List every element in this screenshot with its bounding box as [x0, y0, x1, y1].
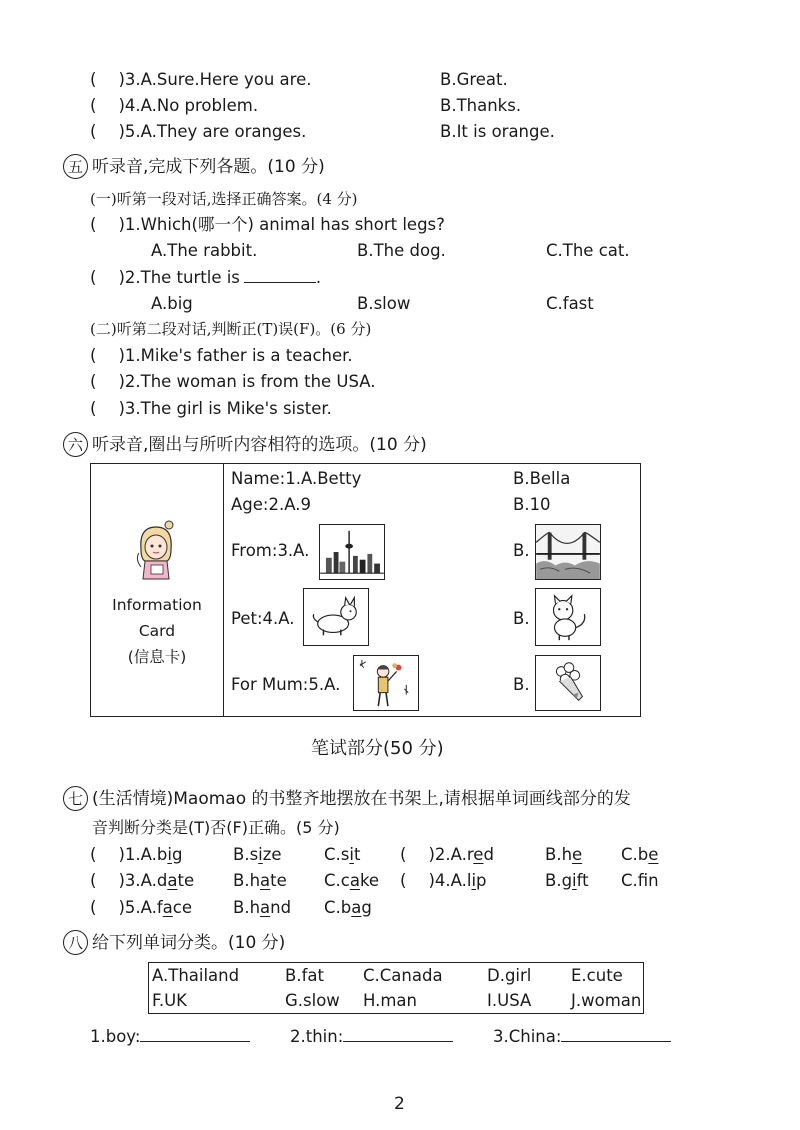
question-text: )3.A.Sure.Here you are. [118, 70, 312, 89]
underlined-letter: a [260, 898, 271, 917]
pet-option-a: Pet:4.A. [231, 609, 295, 628]
word-end: ke [359, 871, 380, 890]
part-1-title: (一)听第一段对话,选择正确答案。(4 分) [90, 190, 358, 208]
from-option-b: B. [513, 541, 530, 560]
category-label: 2.thin: [290, 1027, 344, 1046]
question-text: )1.Which(哪一个) animal has short legs? [118, 215, 445, 234]
underlined-letter: a [351, 898, 362, 917]
word-stem: C.b [621, 845, 649, 864]
question-3-row [90, 70, 311, 90]
section-6-heading [63, 432, 427, 457]
phonics-q2-b [545, 845, 582, 865]
underlined-letter: i [258, 845, 263, 864]
phonics-q5-b [233, 898, 291, 918]
phonics-q1-c [324, 845, 360, 865]
word-item: E.cute [571, 966, 623, 985]
question-text: )3.The girl is Mike's sister. [118, 399, 332, 418]
word-bank [148, 962, 644, 1014]
word-item: J.woman [571, 991, 642, 1010]
section-number: 八 [63, 930, 88, 955]
underlined-letter: e [473, 845, 484, 864]
word-stem: )1.A.b [118, 845, 168, 864]
section-number: 七 [63, 786, 88, 811]
question-5-row [90, 122, 306, 142]
option-b: B.Thanks. [440, 96, 522, 115]
word-end: ce [172, 898, 193, 917]
word-end: g [171, 845, 183, 864]
word-item: F.UK [152, 991, 187, 1010]
question-text: )2.The turtle is [118, 268, 240, 287]
word-item: D.girl [487, 966, 532, 985]
section-5-heading [63, 154, 325, 179]
information-card-table [90, 463, 641, 717]
section-title-line-1: (生活情境)Maomao 的书整齐地摆放在书架上,请根据单词画线部分的发 [92, 788, 631, 809]
underlined-letter: i [471, 871, 477, 890]
category-label: 1.boy: [90, 1027, 141, 1046]
phonics-q5 [90, 898, 192, 918]
question-text: )2.The woman is from the USA. [118, 372, 376, 391]
age-option-b: B.10 [513, 495, 551, 514]
word-end: te [270, 871, 287, 890]
section-title: 听录音,圈出与所听内容相符的选项。(10 分) [92, 434, 427, 455]
answer-line[interactable] [140, 1025, 250, 1042]
written-part-heading: 笔试部分(50 分) [311, 738, 444, 759]
option-b: B.Great. [440, 70, 508, 89]
word-end: nd [270, 898, 292, 917]
word-item: A.Thailand [152, 966, 240, 985]
answer-paren: ( [90, 122, 97, 141]
mum-option-b: B. [513, 675, 530, 694]
mum-option-a: For Mum:5.A. [231, 675, 341, 694]
word-end: p [476, 871, 487, 890]
underlined-letter: i [349, 845, 354, 864]
answer-paren: ( [90, 96, 97, 115]
name-option-a: Name:1.A.Betty [231, 469, 362, 488]
section-7-title-line-2: 音判断分类是(T)否(F)正确。(5 分) [92, 818, 340, 837]
answer-paren: ( [90, 372, 97, 391]
phonics-q1 [90, 845, 182, 865]
answer-line[interactable] [561, 1025, 671, 1042]
from-option-a: From:3.A. [231, 541, 310, 560]
word-item: G.slow [285, 991, 340, 1010]
phonics-q2-c [621, 845, 658, 865]
word-item: I.USA [487, 991, 532, 1010]
card-label [91, 592, 223, 670]
answer-paren: ( [90, 215, 97, 234]
word-stem: )4.A.l [428, 871, 472, 890]
card-label-line-2: Card [138, 622, 176, 640]
underlined-letter: a [260, 871, 271, 890]
section-number: 六 [63, 432, 88, 457]
boy-with-flowers-icon[interactable] [353, 655, 419, 711]
listening-q1 [90, 215, 445, 235]
option-c: C.The cat. [546, 241, 630, 260]
answer-paren: ( [400, 871, 407, 890]
option-b: B.slow [357, 294, 411, 313]
answer-paren: ( [90, 346, 97, 365]
phonics-q2 [400, 845, 494, 865]
underlined-letter: e [572, 845, 583, 864]
word-stem: C.f [621, 871, 649, 890]
section-title: 给下列单词分类。(10 分) [92, 932, 286, 953]
word-end: g [361, 898, 372, 917]
word-end: d [483, 845, 494, 864]
answer-paren: ( [90, 871, 97, 890]
answer-line[interactable] [343, 1025, 453, 1042]
answer-paren: ( [90, 898, 97, 917]
listening-q2 [90, 268, 321, 288]
dog-icon[interactable] [303, 588, 369, 646]
category-boy [90, 1025, 250, 1047]
option-a: A.big [151, 294, 193, 313]
answer-paren: ( [90, 268, 97, 287]
question-text: )1.Mike's father is a teacher. [118, 346, 353, 365]
question-text: )5.A.They are oranges. [118, 122, 307, 141]
option-b: B.The dog. [357, 241, 446, 260]
section-number: 五 [63, 154, 88, 179]
word-item: H.man [363, 991, 418, 1010]
word-item: C.Canada [363, 966, 443, 985]
section-7-heading [63, 786, 631, 811]
tf-q1 [90, 346, 353, 366]
part-2-title: (二)听第二段对话,判断正(T)误(F)。(6 分) [90, 320, 372, 338]
word-stem: )5.A.f [118, 898, 163, 917]
word-stem: C.s [324, 845, 350, 864]
option-c: C.fast [546, 294, 594, 313]
option-b: B.It is orange. [440, 122, 555, 141]
underlined-letter: a [162, 898, 173, 917]
word-stem: B.g [545, 871, 573, 890]
section-8-heading [63, 930, 285, 955]
category-china [493, 1025, 671, 1047]
phonics-q1-b [233, 845, 282, 865]
answer-paren: ( [90, 70, 97, 89]
phonics-q3-c [324, 871, 379, 891]
option-a: A.The rabbit. [151, 241, 258, 260]
question-text: )4.A.No problem. [118, 96, 259, 115]
section-title: 听录音,完成下列各题。(10 分) [92, 156, 325, 177]
cat-icon[interactable] [535, 588, 601, 646]
phonics-q5-c [324, 898, 372, 918]
question-4-row [90, 96, 258, 116]
answer-paren: ( [90, 845, 97, 864]
underlined-letter: i [167, 845, 172, 864]
page-number: 2 [394, 1094, 405, 1114]
word-stem: C.b [324, 898, 352, 917]
word-stem: C.c [324, 871, 350, 890]
word-end: ze [262, 845, 282, 864]
tf-q3 [90, 399, 332, 419]
table-divider [223, 464, 224, 716]
underlined-letter: e [648, 845, 659, 864]
category-thin [290, 1025, 453, 1047]
word-end: te [177, 871, 195, 890]
word-stem: )3.A.d [118, 871, 168, 890]
golden-gate-bridge-icon[interactable] [535, 524, 601, 580]
word-end: n [648, 871, 659, 890]
underlined-letter: a [167, 871, 178, 890]
phonics-q4 [400, 871, 487, 891]
girl-icon [131, 519, 181, 584]
word-end: t [353, 845, 361, 864]
age-option-a: Age:2.A.9 [231, 495, 311, 514]
answer-paren: ( [90, 399, 97, 418]
answer-paren: ( [400, 845, 407, 864]
phonics-q4-c [621, 871, 659, 891]
word-stem: B.h [233, 871, 261, 890]
word-end: ft [576, 871, 589, 890]
toronto-skyline-icon[interactable] [319, 524, 385, 580]
card-label-line-3: (信息卡) [127, 648, 187, 666]
word-stem: B.h [545, 845, 573, 864]
bouquet-icon[interactable] [535, 655, 601, 711]
phonics-q3-b [233, 871, 287, 891]
tf-q2 [90, 372, 376, 392]
question-end: . [315, 268, 322, 287]
underlined-letter: i [572, 871, 577, 890]
name-option-b: B.Bella [513, 469, 571, 488]
pet-option-b: B. [513, 609, 530, 628]
word-stem: B.s [233, 845, 259, 864]
phonics-q4-b [545, 871, 589, 891]
answer-blank[interactable] [244, 268, 316, 283]
underlined-letter: a [349, 871, 360, 890]
word-stem: )2.A.r [428, 845, 474, 864]
category-label: 3.China: [493, 1027, 562, 1046]
phonics-q3 [90, 871, 194, 891]
word-item: B.fat [285, 966, 324, 985]
word-stem: B.h [233, 898, 261, 917]
card-label-line-1: Information [112, 596, 202, 614]
